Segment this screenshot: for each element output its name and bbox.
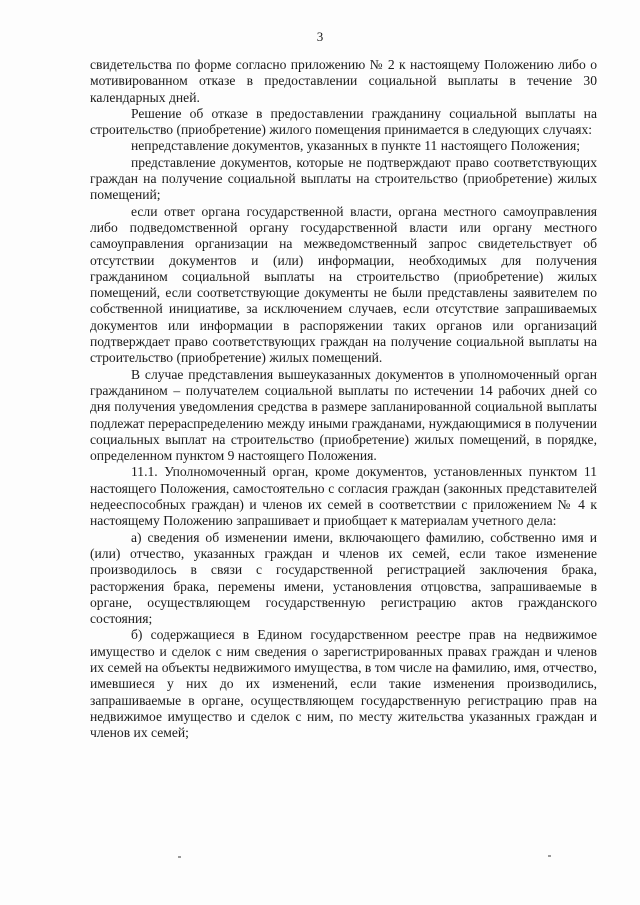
paragraph-case-unconfirmed: представление документов, которые не подтверждают право соответствующих граждан на получение социальной выплаты на строительство (приобретение) жилых помещений; xyxy=(90,154,597,203)
scan-dust-mark xyxy=(548,855,551,857)
paragraph-case-interagency: если ответ органа государственной власти, органа местного самоуправления либо подведомственной органу государственной власти или органу местного самоуправления организации на межведомственный запрос свидетельствует об отсутствии документов и (или) информации, необходимых для получения гражданином социальной выплаты на строительство (приобретение) жилых помещений, если соответствующие документы не были представлены заявителем по собственной инициативе, за исключением случаев, если отсутствие запрашиваемых документов или информации в распоряжении таких органов или организаций подтверждает право соответствующих граждан на получение социальной выплаты на строительство (приобретение) жилых помещений. xyxy=(90,203,597,366)
paragraph-item-a: а) сведения об изменении имени, включающего фамилию, собственно имя и (или) отчество, указанных граждан и членов их семей, если такое изменение производилось в связи с государственной регистрацией заключения брака, расторжения брака, перемены имени, установления отцовства, запрашиваемые в органе, осуществляющем государственную регистрацию актов гражданского состояния; xyxy=(90,529,597,627)
page-number: 3 xyxy=(316,29,324,44)
paragraph-11-1: 11.1. Уполномоченный орган, кроме документов, установленных пунктом 11 настоящего Положения, самостоятельно с согласия граждан (законных представителей недееспособных граждан) и членов их семей в соответствии с приложением № 4 к настоящему Положению запрашивает и приобщает к материалам учетного дела: xyxy=(90,464,597,529)
scan-dust-mark xyxy=(178,856,181,858)
paragraph-late-submission: В случае представления вышеуказанных документов в уполномоченный орган гражданином – получателем социальной выплаты по истечении 14 рабочих дней со дня получения уведомления средства в размере запланированной социальной выплаты подлежат перераспределению между иными гражданами, нуждающимися в получении социальных выплат на строительство (приобретение) жилых помещений, в порядке, определенном пунктом 9 настоящего Положения. xyxy=(90,366,597,464)
document-body xyxy=(90,57,597,741)
paragraph-refusal-decision: Решение об отказе в предоставлении гражданину социальной выплаты на строительство (приобретение) жилого помещения принимается в следующих случаях: xyxy=(90,105,597,138)
paragraph-continuation: свидетельства по форме согласно приложению № 2 к настоящему Положению либо о мотивированном отказе в предоставлении социальной выплаты в течение 30 календарных дней. xyxy=(90,57,597,105)
paragraph-case-nonsubmission: непредставление документов, указанных в пункте 11 настоящего Положения; xyxy=(131,138,581,154)
paragraph-item-b: б) содержащиеся в Едином государственном реестре прав на недвижимое имущество и сделок с ним сведения о зарегистрированных правах граждан и членов их семей на объекты недвижимого имущества, в том числе на фамилию, имя, отчество, имевшиеся у них до их изменений, если такие изменения производились, запрашиваемые в органе, осуществляющем государственную регистрацию прав на недвижимое имущество и сделок с ним, по месту жительства указанных граждан и членов их семей; xyxy=(90,627,597,741)
